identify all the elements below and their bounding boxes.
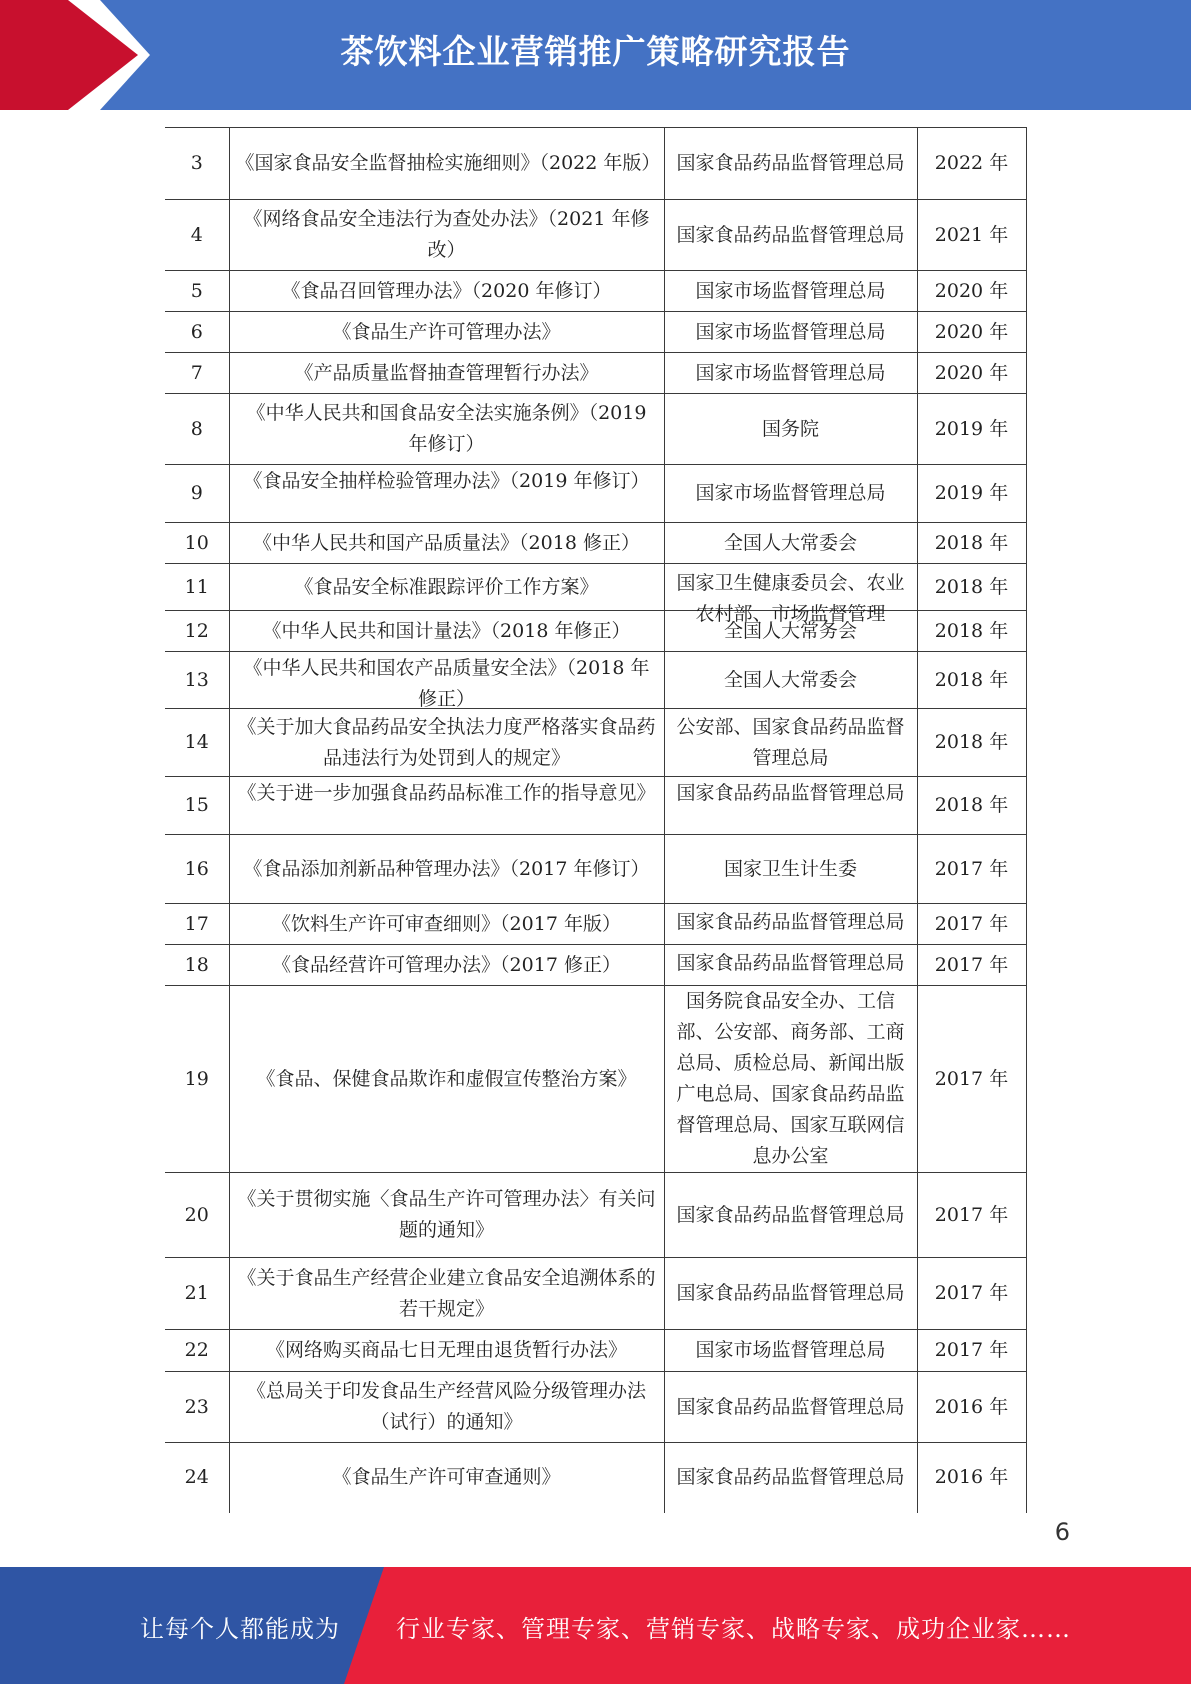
issue-year: 2018 年 <box>917 652 1026 709</box>
row-number: 21 <box>165 1258 229 1330</box>
issue-year: 2017 年 <box>917 1330 1026 1372</box>
issuing-authority: 国家市场监督管理总局 <box>664 1330 917 1372</box>
row-number: 7 <box>165 353 229 394</box>
issuing-authority: 国务院 <box>664 394 917 465</box>
regulation-name-text: 《食品安全抽样检验管理办法》（2019 年修订） <box>243 469 650 492</box>
regulation-name: 《中华人民共和国计量法》（2018 年修正） <box>229 611 664 652</box>
issuing-authority-text: 国家食品药品监督管理总局 <box>676 952 905 974</box>
row-number: 6 <box>165 312 229 353</box>
issue-year: 2020 年 <box>917 271 1026 312</box>
issue-year: 2018 年 <box>917 709 1026 777</box>
row-number: 12 <box>165 611 229 652</box>
regulations-table-body <box>165 128 1026 1513</box>
regulation-name: 《国家食品安全监督抽检实施细则》（2022 年版） <box>229 128 664 200</box>
row-number: 22 <box>165 1330 229 1372</box>
issue-year: 2016 年 <box>917 1372 1026 1443</box>
regulation-name: 《中华人民共和国食品安全法实施条例》（2019 年修订） <box>229 394 664 465</box>
row-number: 23 <box>165 1372 229 1443</box>
regulation-name: 《食品安全标准跟踪评价工作方案》 <box>229 564 664 611</box>
issuing-authority: 国家市场监督管理总局 <box>664 271 917 312</box>
issue-year: 2022 年 <box>917 128 1026 200</box>
issuing-authority: 国家食品药品监督管理总局 <box>664 200 917 271</box>
issuing-authority-text: 国家卫生健康委员会、农业农村部、市场监督管理 <box>676 572 905 625</box>
table-row <box>165 1443 1026 1513</box>
regulation-name: 《关于加大食品药品安全执法力度严格落实食品药品违法行为处罚到人的规定》 <box>229 709 664 777</box>
regulation-name: 《食品召回管理办法》（2020 年修订） <box>229 271 664 312</box>
row-number: 20 <box>165 1173 229 1258</box>
regulation-name: 《食品添加剂新品种管理办法》（2017 年修订） <box>229 835 664 904</box>
issue-year: 2017 年 <box>917 904 1026 945</box>
issue-year: 2018 年 <box>917 523 1026 564</box>
issuing-authority: 公安部、国家食品药品监督管理总局 <box>664 709 917 777</box>
issue-year: 2017 年 <box>917 986 1026 1173</box>
issuing-authority <box>664 564 917 625</box>
issue-year: 2017 年 <box>917 1173 1026 1258</box>
table-row <box>165 1372 1026 1443</box>
row-number: 13 <box>165 652 229 709</box>
issuing-authority: 国家卫生计生委 <box>664 835 917 904</box>
row-number: 9 <box>165 465 229 523</box>
page-footer <box>0 1567 1191 1684</box>
regulation-name: 《饮料生产许可审查细则》（2017 年版） <box>229 904 664 945</box>
issuing-authority: 全国人大常委会 <box>664 652 917 709</box>
regulation-name <box>229 777 664 835</box>
issuing-authority: 国家市场监督管理总局 <box>664 465 917 523</box>
issue-year: 2018 年 <box>917 777 1026 835</box>
table-row <box>165 394 1026 465</box>
row-number: 11 <box>165 564 229 611</box>
table-row <box>165 945 1026 986</box>
issue-year: 2017 年 <box>917 945 1026 986</box>
table-row <box>165 1173 1026 1258</box>
issue-year: 2019 年 <box>917 394 1026 465</box>
issue-year: 2016 年 <box>917 1443 1026 1513</box>
table-row <box>165 652 1026 709</box>
table-row <box>165 523 1026 564</box>
table-row <box>165 312 1026 353</box>
regulation-name: 《中华人民共和国产品质量法》（2018 修正） <box>229 523 664 564</box>
regulation-name-text: 《关于进一步加强食品药品标准工作的指导意见》 <box>237 781 656 804</box>
table-row <box>165 465 1026 523</box>
row-number: 8 <box>165 394 229 465</box>
report-title: 茶饮料企业营销推广策略研究报告 <box>340 32 851 71</box>
issue-year: 2020 年 <box>917 353 1026 394</box>
issue-year: 2020 年 <box>917 312 1026 353</box>
issuing-authority: 国家市场监督管理总局 <box>664 312 917 353</box>
regulation-name: 《食品经营许可管理办法》（2017 修正） <box>229 945 664 986</box>
table-row <box>165 611 1026 652</box>
table-row <box>165 1258 1026 1330</box>
table-row <box>165 1330 1026 1372</box>
row-number: 15 <box>165 777 229 835</box>
issuing-authority: 国家食品药品监督管理总局 <box>664 1372 917 1443</box>
table-row <box>165 904 1026 945</box>
issue-year: 2018 年 <box>917 564 1026 611</box>
regulation-name <box>229 652 664 709</box>
regulation-name: 《食品生产许可审查通则》 <box>229 1443 664 1513</box>
issuing-authority-text: 国家食品药品监督管理总局 <box>676 911 905 933</box>
row-number: 17 <box>165 904 229 945</box>
row-number: 4 <box>165 200 229 271</box>
regulation-name: 《总局关于印发食品生产经营风险分级管理办法（试行）的通知》 <box>229 1372 664 1443</box>
issue-year: 2021 年 <box>917 200 1026 271</box>
regulation-name: 《网络食品安全违法行为查处办法》（2021 年修改） <box>229 200 664 271</box>
table-row <box>165 835 1026 904</box>
issuing-authority <box>664 777 917 835</box>
page-number: 6 <box>1054 1518 1070 1546</box>
regulation-name: 《网络购买商品七日无理由退货暂行办法》 <box>229 1330 664 1372</box>
issuing-authority <box>664 904 917 945</box>
regulations-table <box>165 127 1027 1513</box>
issuing-authority: 全国人大常委会 <box>664 523 917 564</box>
issue-year: 2019 年 <box>917 465 1026 523</box>
row-number: 19 <box>165 986 229 1173</box>
row-number: 18 <box>165 945 229 986</box>
footer-slogan-left: 让每个人都能成为 <box>140 1615 340 1643</box>
issuing-authority: 国家市场监督管理总局 <box>664 353 917 394</box>
table-row <box>165 986 1026 1173</box>
row-number: 14 <box>165 709 229 777</box>
page-header <box>0 0 1191 110</box>
row-number: 16 <box>165 835 229 904</box>
issuing-authority: 国家食品药品监督管理总局 <box>664 1173 917 1258</box>
footer-slogan-right: 行业专家、管理专家、营销专家、战略专家、成功企业家…… <box>396 1615 1071 1643</box>
table-row <box>165 271 1026 312</box>
issuing-authority <box>664 945 917 986</box>
row-number: 3 <box>165 128 229 200</box>
table-row <box>165 200 1026 271</box>
regulation-name-text: 《中华人民共和国农产品质量安全法》（2018 年修正） <box>243 656 650 710</box>
regulation-name: 《食品生产许可管理办法》 <box>229 312 664 353</box>
issue-year: 2017 年 <box>917 835 1026 904</box>
row-number: 5 <box>165 271 229 312</box>
issuing-authority: 国家食品药品监督管理总局 <box>664 1443 917 1513</box>
regulation-name: 《关于食品生产经营企业建立食品安全追溯体系的若干规定》 <box>229 1258 664 1330</box>
header-chevron-red <box>0 0 138 110</box>
issue-year: 2018 年 <box>917 611 1026 652</box>
table-row <box>165 564 1026 611</box>
issue-year: 2017 年 <box>917 1258 1026 1330</box>
regulation-name: 《产品质量监督抽查管理暂行办法》 <box>229 353 664 394</box>
issuing-authority: 国家食品药品监督管理总局 <box>664 128 917 200</box>
regulation-name: 《食品、保健食品欺诈和虚假宣传整治方案》 <box>229 986 664 1173</box>
regulation-name: 《关于贯彻实施〈食品生产许可管理办法〉有关问题的通知》 <box>229 1173 664 1258</box>
row-number: 24 <box>165 1443 229 1513</box>
table-row <box>165 353 1026 394</box>
table-row <box>165 777 1026 835</box>
row-number: 10 <box>165 523 229 564</box>
issuing-authority-text: 国家食品药品监督管理总局 <box>676 781 905 804</box>
table-row <box>165 709 1026 777</box>
issuing-authority: 国家食品药品监督管理总局 <box>664 1258 917 1330</box>
regulation-name <box>229 465 664 523</box>
issuing-authority: 全国人大常务会 <box>664 611 917 652</box>
table-row <box>165 128 1026 200</box>
issuing-authority: 国务院食品安全办、工信部、公安部、商务部、工商总局、质检总局、新闻出版广电总局、国家食品药品监督管理总局、国家互联网信息办公室 <box>664 986 917 1173</box>
